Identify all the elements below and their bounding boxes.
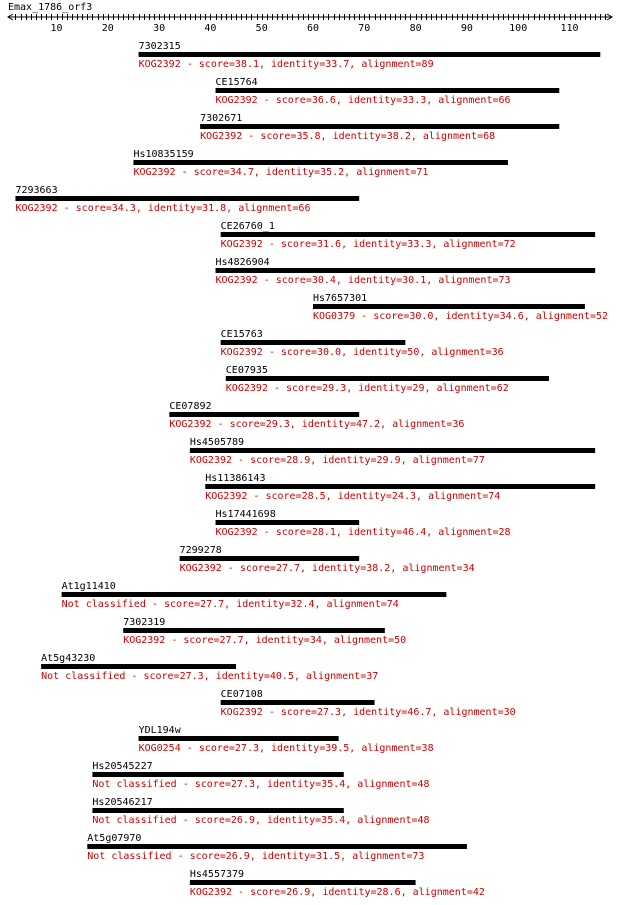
hit-alignment-bar[interactable]: [87, 844, 467, 849]
hit-row[interactable]: [313, 293, 608, 322]
hit-name[interactable]: Hs4826904: [215, 257, 270, 268]
axis-tick-label: 10: [50, 23, 63, 34]
hit-name[interactable]: CE07108: [220, 689, 263, 700]
hit-description[interactable]: KOG2392 - score=28.1, identity=46.4, alignment=28: [215, 527, 511, 538]
hit-row[interactable]: [180, 545, 475, 574]
axis-tick-label: 110: [560, 23, 579, 34]
axis-tick-label: 70: [358, 23, 371, 34]
hit-row[interactable]: [205, 473, 595, 502]
hit-description[interactable]: KOG2392 - score=34.7, identity=35.2, alignment=71: [133, 167, 429, 178]
hit-row[interactable]: [62, 581, 447, 610]
hit-name[interactable]: CE07935: [225, 365, 268, 376]
axis-tick-label: 40: [204, 23, 217, 34]
hit-row[interactable]: [216, 77, 560, 106]
hit-name[interactable]: 7302315: [138, 41, 181, 52]
hit-name[interactable]: CE15763: [220, 329, 263, 340]
hit-description[interactable]: KOG2392 - score=30.4, identity=30.1, alignment=73: [215, 275, 511, 286]
hit-name[interactable]: Hs4557379: [189, 869, 245, 880]
hit-name[interactable]: 7293663: [15, 185, 58, 196]
axis-tick-label: 90: [460, 23, 473, 34]
hit-name[interactable]: Hs4505789: [189, 437, 245, 448]
hit-alignment-bar[interactable]: [226, 376, 549, 381]
hit-name[interactable]: 7302671: [200, 113, 243, 124]
hit-row[interactable]: [221, 221, 595, 250]
hit-row[interactable]: [216, 509, 511, 538]
hit-description[interactable]: KOG2392 - score=28.5, identity=24.3, alignment=74: [205, 491, 501, 502]
hit-alignment-bar[interactable]: [92, 808, 343, 813]
hit-description[interactable]: Not classified - score=26.9, identity=35.4, alignment=48: [92, 815, 430, 826]
hit-alignment-bar[interactable]: [216, 520, 360, 525]
hit-alignment-bar[interactable]: [62, 592, 447, 597]
hit-description[interactable]: Not classified - score=26.9, identity=31.5, alignment=73: [87, 851, 425, 862]
hit-alignment-bar[interactable]: [169, 412, 359, 417]
hit-description[interactable]: KOG2392 - score=27.7, identity=34, alignment=50: [123, 635, 407, 646]
hit-description[interactable]: KOG2392 - score=28.9, identity=29.9, alignment=77: [189, 455, 485, 466]
hit-alignment-bar[interactable]: [41, 664, 236, 669]
axis-tick-label: 60: [306, 23, 320, 34]
hit-row[interactable]: [139, 725, 434, 754]
hit-alignment-bar[interactable]: [139, 736, 339, 741]
hit-description[interactable]: KOG2392 - score=36.6, identity=33.3, alignment=66: [215, 95, 511, 106]
axis-tick-label: 50: [255, 23, 268, 34]
hit-description[interactable]: KOG2392 - score=34.3, identity=31.8, alignment=66: [15, 203, 311, 214]
hit-description[interactable]: KOG2392 - score=35.8, identity=38.2, alignment=68: [200, 131, 496, 142]
hit-row[interactable]: [221, 689, 516, 718]
hit-name[interactable]: At5g43230: [41, 653, 96, 664]
hit-alignment-bar[interactable]: [221, 340, 406, 345]
hit-name[interactable]: YDL194w: [138, 725, 181, 736]
hit-name[interactable]: CE15764: [215, 77, 258, 88]
hit-name[interactable]: Hs20545227: [92, 761, 153, 772]
hit-alignment-bar[interactable]: [200, 124, 559, 129]
hit-alignment-bar[interactable]: [221, 232, 595, 237]
hit-row[interactable]: [15, 185, 359, 214]
hit-row[interactable]: [41, 653, 378, 682]
hit-alignment-bar[interactable]: [221, 700, 375, 705]
hit-alignment-bar[interactable]: [123, 628, 385, 633]
hit-alignment-bar[interactable]: [15, 196, 359, 201]
hit-name[interactable]: Hs11386143: [205, 473, 266, 484]
axis-tick-label: 100: [509, 23, 528, 34]
hit-description[interactable]: KOG0254 - score=27.3, identity=39.5, alignment=38: [138, 743, 434, 754]
hit-name[interactable]: CE26760_1: [220, 221, 275, 232]
hit-alignment-bar[interactable]: [133, 160, 507, 165]
hit-alignment-bar[interactable]: [205, 484, 595, 489]
hit-alignment-bar[interactable]: [139, 52, 601, 57]
axis-tick-label: 20: [101, 23, 114, 34]
hit-description[interactable]: KOG2392 - score=29.3, identity=29, alignment=62: [225, 383, 509, 394]
query-name: Emax_1786_orf3: [8, 2, 93, 13]
hit-name[interactable]: Hs17441698: [215, 509, 276, 520]
hit-alignment-bar[interactable]: [92, 772, 343, 777]
hit-alignment-bar[interactable]: [216, 88, 560, 93]
hit-alignment-bar[interactable]: [180, 556, 360, 561]
axis-tick-label: 80: [409, 23, 422, 34]
query-axis: [8, 14, 612, 34]
hit-row[interactable]: [92, 797, 429, 826]
hit-row[interactable]: [200, 113, 559, 142]
hit-name[interactable]: Hs7657301: [313, 293, 368, 304]
hit-name[interactable]: Hs20546217: [92, 797, 153, 808]
hit-name[interactable]: 7299278: [179, 545, 222, 556]
hit-alignment-bar[interactable]: [190, 880, 416, 885]
hit-row[interactable]: [169, 401, 464, 430]
hit-row[interactable]: [221, 329, 504, 358]
hit-row[interactable]: [226, 365, 549, 394]
hit-description[interactable]: KOG2392 - score=30.0, identity=50, alignment=36: [220, 347, 504, 358]
hit-row[interactable]: [139, 41, 601, 70]
hit-row[interactable]: [190, 437, 595, 466]
hit-description[interactable]: KOG0379 - score=30.0, identity=34.6, alignment=52: [313, 311, 609, 322]
hit-description[interactable]: KOG2392 - score=26.9, identity=28.6, alignment=42: [189, 887, 485, 898]
hit-description[interactable]: KOG2392 - score=29.3, identity=47.2, alignment=36: [169, 419, 465, 430]
hit-row[interactable]: [133, 149, 507, 178]
hit-name[interactable]: Hs10835159: [133, 149, 194, 160]
hit-row[interactable]: [190, 869, 485, 898]
hit-description[interactable]: KOG2392 - score=31.6, identity=33.3, alignment=72: [220, 239, 516, 250]
hit-row[interactable]: [216, 257, 596, 286]
axis-tick-label: 30: [153, 23, 166, 34]
hit-name[interactable]: 7302319: [123, 617, 166, 628]
hit-description[interactable]: Not classified - score=27.7, identity=32.4, alignment=74: [61, 599, 399, 610]
hit-description[interactable]: KOG2392 - score=27.3, identity=46.7, alignment=30: [220, 707, 516, 718]
hit-row[interactable]: [87, 833, 467, 862]
hit-alignment-bar[interactable]: [313, 304, 585, 309]
hit-name[interactable]: CE07892: [169, 401, 212, 412]
hit-alignment-bar[interactable]: [216, 268, 596, 273]
hit-description[interactable]: Not classified - score=27.3, identity=40.5, alignment=37: [41, 671, 379, 682]
hit-list: [15, 41, 608, 898]
hit-row[interactable]: [92, 761, 429, 790]
hit-description[interactable]: KOG2392 - score=27.7, identity=38.2, alignment=34: [179, 563, 475, 574]
hit-description[interactable]: KOG2392 - score=38.1, identity=33.7, alignment=89: [138, 59, 434, 70]
hit-name[interactable]: At1g11410: [61, 581, 116, 592]
hit-row[interactable]: [123, 617, 406, 646]
hit-name[interactable]: At5g07970: [87, 833, 142, 844]
hit-alignment-bar[interactable]: [190, 448, 595, 453]
hit-description[interactable]: Not classified - score=27.3, identity=35.4, alignment=48: [92, 779, 430, 790]
